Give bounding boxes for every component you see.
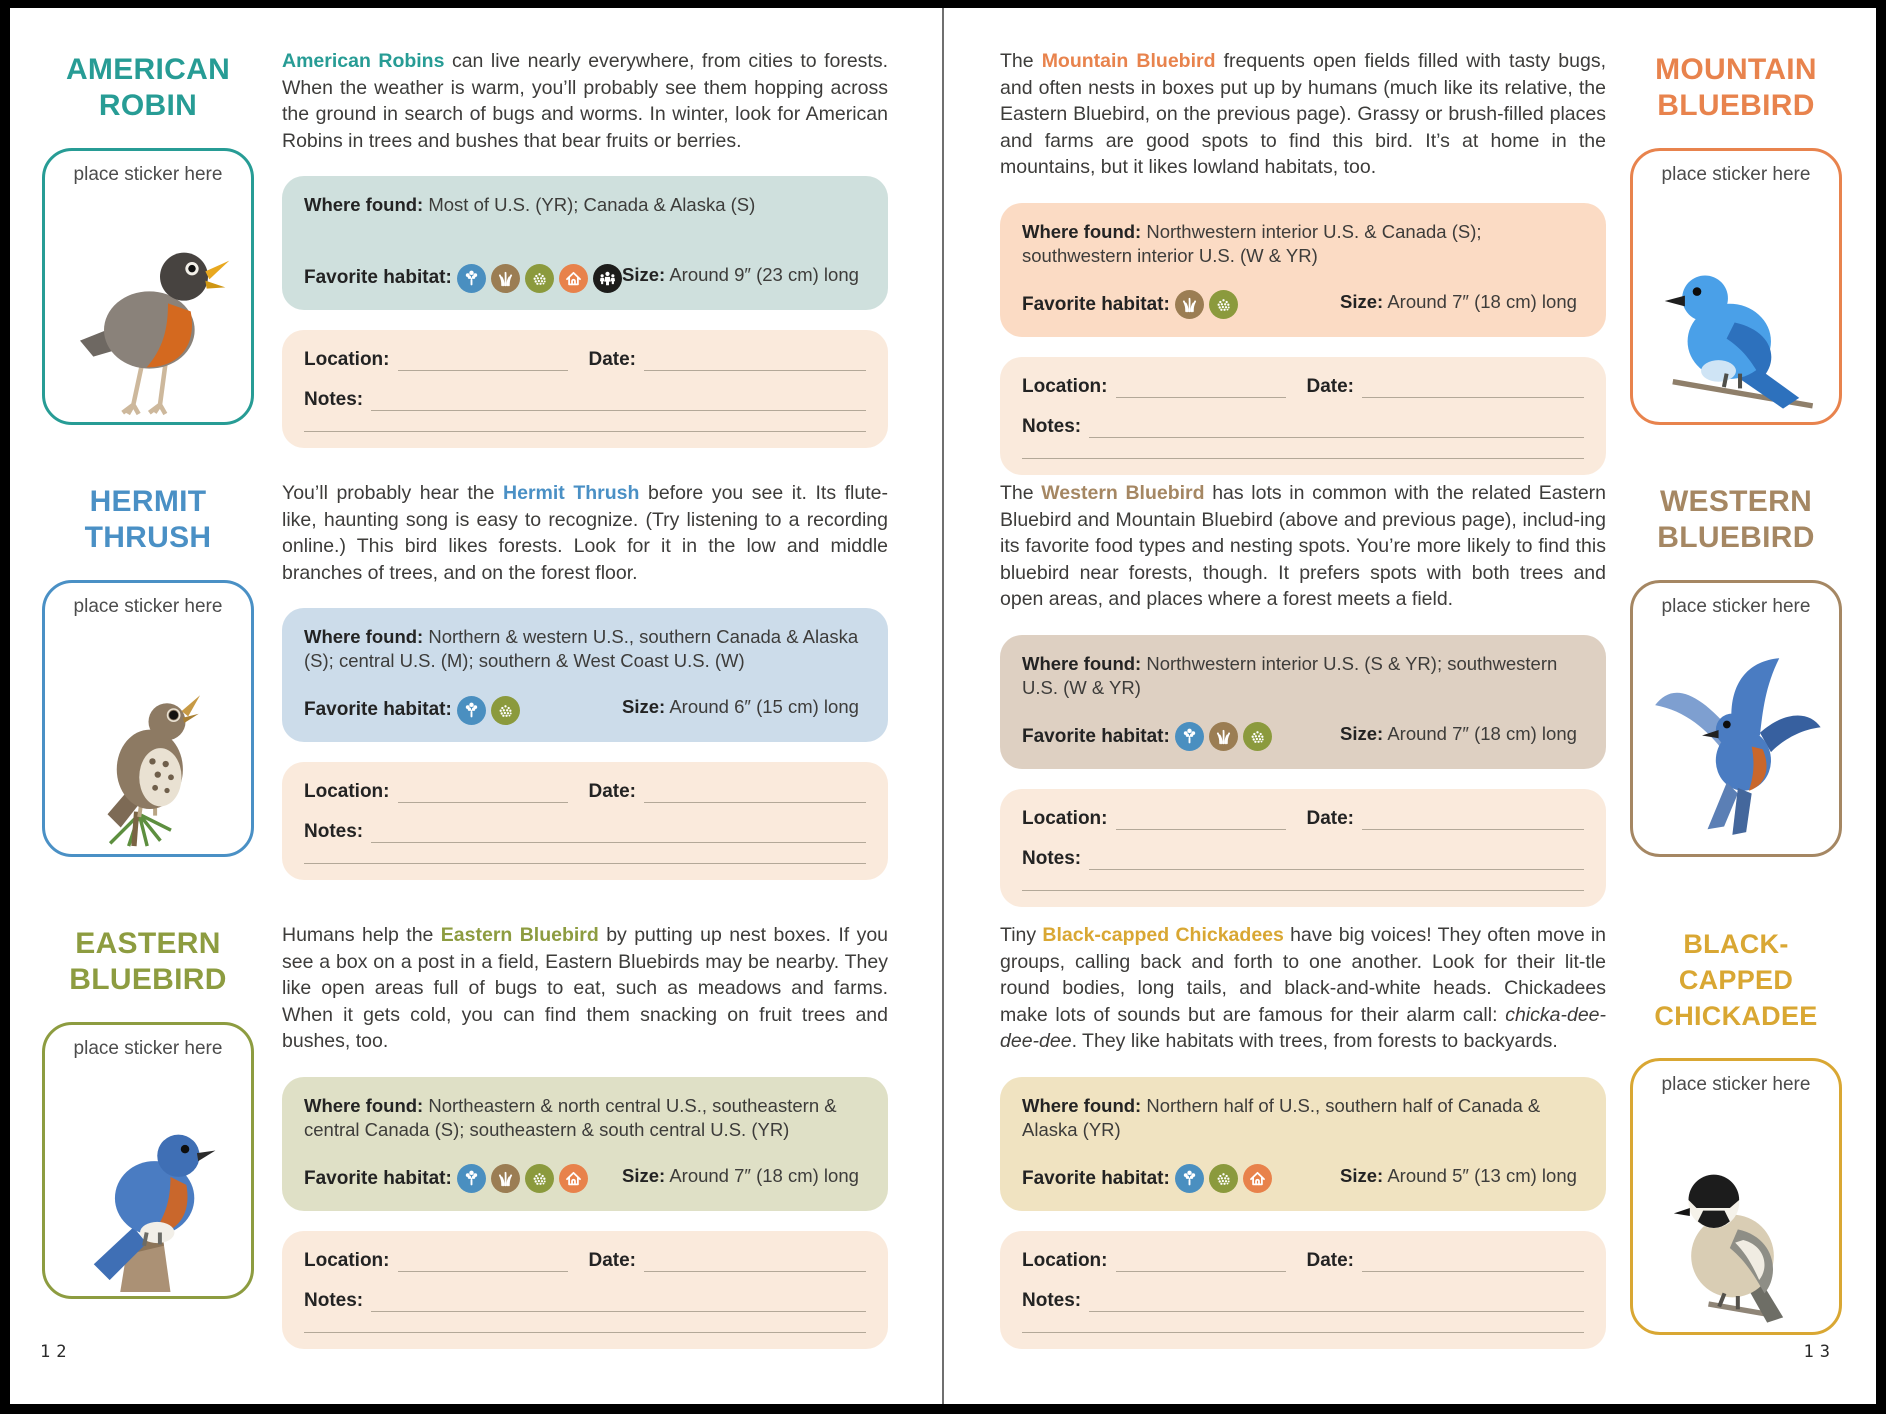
date-label: Date: (1306, 1249, 1354, 1271)
heading-line: BLUEBIRD (1657, 521, 1815, 554)
bird-description (282, 48, 888, 154)
page-left (10, 8, 942, 1404)
location-label: Location: (304, 1249, 390, 1271)
location-date-row (304, 1250, 866, 1272)
forest-habitat-icon (457, 696, 486, 725)
sticker-box-eastern-bluebird (42, 1022, 254, 1299)
description-text: before you see it. Its flute-like, haunting song is easy to recognize. (Try listening to a recording online.) This bird likes forests. Look for it in the low and middle branches of trees, and on the forest floor. (282, 482, 888, 584)
info-box-western-bluebird (1000, 635, 1606, 769)
mountain-bluebird-photo (1646, 223, 1826, 418)
notes-row (304, 389, 866, 411)
notes-row (1022, 848, 1584, 870)
date-label: Date: (588, 1249, 636, 1271)
notes-label: Notes: (304, 821, 364, 842)
habitat-size-row (304, 695, 866, 725)
location-date-row (304, 349, 866, 371)
where-found-value: Most of U.S. (YR); Canada & Alaska (S) (428, 194, 756, 215)
notes-label: Notes: (1022, 1289, 1082, 1311)
shrubland-habitat-icon (525, 1164, 554, 1193)
info-box-black-capped-chickadee (1000, 1077, 1606, 1211)
notes-write-line (1089, 853, 1584, 870)
location-label: Location: (1022, 1249, 1108, 1271)
page-gutter (942, 8, 944, 1404)
habitat-size-row (1022, 290, 1584, 320)
habitat-icons (452, 1164, 588, 1193)
bird-name-highlight: American Robins (282, 50, 445, 72)
favorite-habitat-label: Favorite habitat: (1022, 1167, 1170, 1189)
location-write-line (398, 1255, 569, 1272)
date-label: Date: (588, 349, 636, 370)
page-number-right: 13 (1803, 1342, 1836, 1362)
heading-line: MOUNTAIN (1655, 53, 1817, 86)
favorite-habitat-label: Favorite habitat: (1022, 293, 1170, 315)
side-col-black-capped-chickadee (1630, 922, 1842, 1335)
backyard-habitat-icon (559, 1164, 588, 1193)
bird-name-highlight: Eastern Bluebird (440, 924, 599, 946)
where-found-label: Where found: (304, 194, 424, 215)
heading-line: CHICKADEE (1654, 1001, 1818, 1031)
where-found (304, 193, 866, 217)
notes-label: Notes: (304, 1289, 364, 1311)
heading-line: ROBIN (98, 89, 198, 122)
western-bluebird-photo (1644, 650, 1829, 850)
shrubland-habitat-icon (1243, 722, 1272, 751)
bird-description (1000, 480, 1606, 613)
notes-write-line (371, 826, 866, 843)
date-write-line (1362, 381, 1584, 398)
favorite-habitat-label: Favorite habitat: (1022, 725, 1170, 747)
habitat-icons (452, 696, 520, 725)
bird-heading-american-robin (42, 52, 254, 124)
bird-heading-eastern-bluebird (42, 926, 254, 998)
location-label: Location: (1022, 375, 1108, 397)
notes-label: Notes: (304, 389, 364, 410)
info-box-hermit-thrush (282, 608, 888, 742)
bird-description (282, 480, 888, 586)
notes-write-line (1022, 456, 1584, 459)
habitat-icons (1170, 1164, 1272, 1193)
size-value: Around 6″ (15 cm) long (669, 696, 859, 717)
sticker-placeholder-label: place sticker here (73, 596, 223, 617)
heading-line: HERMIT (89, 485, 207, 518)
heading-line: THRUSH (84, 521, 212, 554)
date-label: Date: (588, 781, 636, 802)
side-col-american-robin (42, 48, 254, 425)
location-write-line (398, 786, 569, 803)
bird-name-highlight: Mountain Bluebird (1041, 50, 1216, 72)
heading-line: BLUEBIRD (1657, 89, 1815, 122)
location-label: Location: (1022, 807, 1108, 829)
side-col-hermit-thrush (42, 480, 254, 857)
date-label: Date: (1306, 807, 1354, 829)
urban-habitat-icon (593, 264, 622, 293)
bird-name-highlight: Western Bluebird (1041, 482, 1205, 504)
forest-habitat-icon (1175, 722, 1204, 751)
location-date-row (304, 781, 866, 803)
where-found (1022, 220, 1584, 268)
where-found-label: Where found: (1022, 1094, 1142, 1116)
sticker-box-mountain-bluebird (1630, 148, 1842, 425)
side-col-eastern-bluebird (42, 922, 254, 1299)
size-info (1340, 723, 1577, 745)
page-number-left: 12 (40, 1342, 73, 1362)
size-info (622, 264, 859, 286)
shrubland-habitat-icon (491, 696, 520, 725)
size-value: Around 7″ (18 cm) long (669, 1164, 859, 1186)
main-col-western-bluebird (1000, 480, 1606, 907)
size-label: Size: (622, 264, 666, 285)
notes-row (1022, 1290, 1584, 1312)
description-text: The (1000, 482, 1042, 504)
shrubland-habitat-icon (525, 264, 554, 293)
location-write-line (398, 354, 569, 371)
log-box-american-robin (282, 330, 888, 448)
main-col-mountain-bluebird (1000, 48, 1606, 475)
sticker-placeholder-label: place sticker here (1661, 1074, 1811, 1095)
bird-description (1000, 922, 1606, 1055)
favorite-habitat-label: Favorite habitat: (304, 267, 452, 288)
bird-name-highlight: Hermit Thrush (503, 482, 640, 504)
location-write-line (1116, 813, 1287, 830)
where-found-label: Where found: (1022, 652, 1142, 674)
location-write-line (1116, 1255, 1287, 1272)
notes-row (1022, 416, 1584, 438)
notes-write-line (1089, 1295, 1584, 1312)
notes-write-line (371, 1295, 866, 1312)
notes-write-line (1089, 421, 1584, 438)
bird-description (1000, 48, 1606, 181)
black-capped-chickadee-photo (1649, 1128, 1824, 1328)
where-found (1022, 1094, 1584, 1142)
date-write-line (644, 786, 866, 803)
main-col-american-robin (282, 48, 888, 448)
size-info (622, 1165, 859, 1187)
forest-habitat-icon (1175, 1164, 1204, 1193)
size-label: Size: (1340, 1164, 1384, 1186)
size-info (1340, 1165, 1577, 1187)
book-spread (10, 8, 1876, 1404)
bird-heading-mountain-bluebird (1630, 52, 1842, 124)
sticker-box-hermit-thrush (42, 580, 254, 857)
date-write-line (644, 354, 866, 371)
sticker-placeholder-label: place sticker here (1661, 164, 1811, 185)
notes-label: Notes: (1022, 847, 1082, 869)
location-date-row (1022, 1250, 1584, 1272)
log-box-mountain-bluebird (1000, 357, 1606, 475)
sticker-box-western-bluebird (1630, 580, 1842, 857)
where-found-value: Northeastern & north central U.S., southeastern & central Canada (S); southeastern & south central U.S. (YR) (304, 1094, 837, 1140)
favorite-habitat-label: Favorite habitat: (304, 699, 452, 720)
info-box-american-robin (282, 176, 888, 310)
sticker-box-american-robin (42, 148, 254, 425)
favorite-habitat-label: Favorite habitat: (304, 1167, 452, 1189)
heading-line: WESTERN (1659, 485, 1813, 518)
description-text: has lots in common with the related Eastern Bluebird and Mountain Bluebird (above and previous page), includ-ing its favorite food types and nesting spots. You’re more likely to find this bluebird near forests, though. It prefers spots with both trees and open areas, and places where a forest meets a field. (1000, 482, 1606, 610)
where-found-value: Northern & western U.S., southern Canada & Alaska (S); central U.S. (M); southern & West Coast U.S. (W) (304, 626, 859, 671)
description-text: frequents open fields filled with tasty bugs, and often nests in boxes put up by humans (much like its relative, the Eastern Bluebird, on the previous page). Grassy or brush-filled places and farms are good spots to find this bird. It’s at home in the mountains, but it likes lowland habitats, too. (1000, 50, 1606, 178)
notes-row (304, 1290, 866, 1312)
log-box-eastern-bluebird (282, 1231, 888, 1349)
info-box-mountain-bluebird (1000, 203, 1606, 337)
bird-description (282, 922, 888, 1055)
log-box-black-capped-chickadee (1000, 1231, 1606, 1349)
location-write-line (1116, 381, 1287, 398)
main-col-black-capped-chickadee (1000, 922, 1606, 1349)
where-found (1022, 652, 1584, 700)
grassland-habitat-icon (491, 1164, 520, 1193)
shrubland-habitat-icon (1209, 1164, 1238, 1193)
info-box-eastern-bluebird (282, 1077, 888, 1211)
side-col-mountain-bluebird (1630, 48, 1842, 425)
location-label: Location: (304, 349, 390, 370)
notes-write-line (1022, 1330, 1584, 1333)
description-text: Tiny (1000, 924, 1043, 946)
where-found (304, 1094, 866, 1142)
where-found-label: Where found: (304, 626, 424, 647)
description-text: You’ll probably hear the (282, 482, 504, 504)
call-phrase: chicka-dee-dee-dee (1000, 1003, 1606, 1052)
habitat-size-row (1022, 722, 1584, 752)
size-info (1340, 291, 1577, 313)
eastern-bluebird-photo (58, 1087, 238, 1292)
habitat-icons (452, 264, 622, 293)
where-found-value: Northern half of U.S., southern half of Canada & Alaska (YR) (1022, 1094, 1541, 1140)
size-value: Around 5″ (13 cm) long (1387, 1164, 1577, 1186)
size-label: Size: (1340, 722, 1384, 744)
notes-write-line (371, 394, 866, 411)
bird-heading-black-capped-chickadee (1630, 926, 1842, 1034)
american-robin-photo (58, 218, 238, 418)
size-label: Size: (622, 696, 666, 717)
shrubland-habitat-icon (1209, 290, 1238, 319)
where-found-value: Northwestern interior U.S. & Canada (S); southwestern interior U.S. (W & YR) (1022, 220, 1482, 266)
date-write-line (644, 1255, 866, 1272)
sticker-placeholder-label: place sticker here (73, 1038, 223, 1059)
grassland-habitat-icon (491, 264, 520, 293)
heading-line: AMERICAN (65, 53, 231, 86)
forest-habitat-icon (457, 1164, 486, 1193)
habitat-size-row (304, 263, 866, 293)
log-box-hermit-thrush (282, 762, 888, 880)
description-text: Humans help the (282, 924, 441, 946)
where-found-label: Where found: (304, 1094, 424, 1116)
forest-habitat-icon (457, 264, 486, 293)
heading-line: BLUEBIRD (69, 963, 227, 996)
date-label: Date: (1306, 375, 1354, 397)
where-found-label: Where found: (1022, 220, 1142, 242)
location-date-row (1022, 376, 1584, 398)
size-value: Around 7″ (18 cm) long (1387, 722, 1577, 744)
where-found (304, 625, 866, 673)
main-col-eastern-bluebird (282, 922, 888, 1349)
description-text: by putting up nest boxes. If you see a box on a post in a field, Eastern Bluebirds may be nearby. They like open areas full of bugs to eat, such as meadows and farms. When it gets cold, you can find them snacking on fruit trees and bushes, too. (282, 924, 889, 1052)
backyard-habitat-icon (559, 264, 588, 293)
bird-heading-western-bluebird (1630, 484, 1842, 556)
notes-row (304, 821, 866, 843)
size-value: Around 7″ (18 cm) long (1387, 290, 1577, 312)
location-label: Location: (304, 781, 390, 802)
sticker-placeholder-label: place sticker here (1661, 596, 1811, 617)
size-value: Around 9″ (23 cm) long (669, 264, 859, 285)
date-write-line (1362, 1255, 1584, 1272)
description-text: The (1000, 50, 1042, 72)
sticker-placeholder-label: place sticker here (73, 164, 223, 185)
notes-write-line (304, 429, 866, 432)
log-box-western-bluebird (1000, 789, 1606, 907)
habitat-icons (1170, 290, 1238, 319)
grassland-habitat-icon (1209, 722, 1238, 751)
habitat-size-row (304, 1164, 866, 1194)
heading-line: EASTERN (75, 927, 221, 960)
main-col-hermit-thrush (282, 480, 888, 880)
date-write-line (1362, 813, 1584, 830)
notes-write-line (304, 861, 866, 864)
notes-write-line (1022, 888, 1584, 891)
where-found-value: Northwestern interior U.S. (S & YR); southwestern U.S. (W & YR) (1022, 652, 1558, 698)
side-col-western-bluebird (1630, 480, 1842, 857)
habitat-size-row (1022, 1164, 1584, 1194)
page-right (944, 8, 1876, 1404)
sticker-box-black-capped-chickadee (1630, 1058, 1842, 1335)
habitat-icons (1170, 722, 1272, 751)
description-text: . They like habitats with trees, from forests to backyards. (1071, 1030, 1558, 1052)
heading-line: BLACK-CAPPED (1678, 929, 1794, 995)
size-label: Size: (622, 1164, 666, 1186)
hermit-thrush-photo (61, 645, 236, 850)
location-date-row (1022, 808, 1584, 830)
bird-name-highlight: Black-capped Chickadees (1042, 924, 1284, 946)
description-text: have big voices! They often move in groups, calling back and forth to one another. Look for their lit-tle round bodies, long tails, and black-and-white heads. Chickadees make lots of sounds but are famous for their alarm call: (1000, 924, 1606, 1026)
description-text: can live nearly everywhere, from cities to forests. When the weather is warm, you’ll probably see them hopping across the ground in search of bugs and worms. In winter, look for American Robins in trees and bushes that bear fruits or berries. (282, 50, 888, 152)
notes-write-line (304, 1330, 866, 1333)
size-label: Size: (1340, 290, 1384, 312)
notes-label: Notes: (1022, 415, 1082, 437)
bird-heading-hermit-thrush (42, 484, 254, 556)
size-info (622, 696, 859, 718)
grassland-habitat-icon (1175, 290, 1204, 319)
backyard-habitat-icon (1243, 1164, 1272, 1193)
